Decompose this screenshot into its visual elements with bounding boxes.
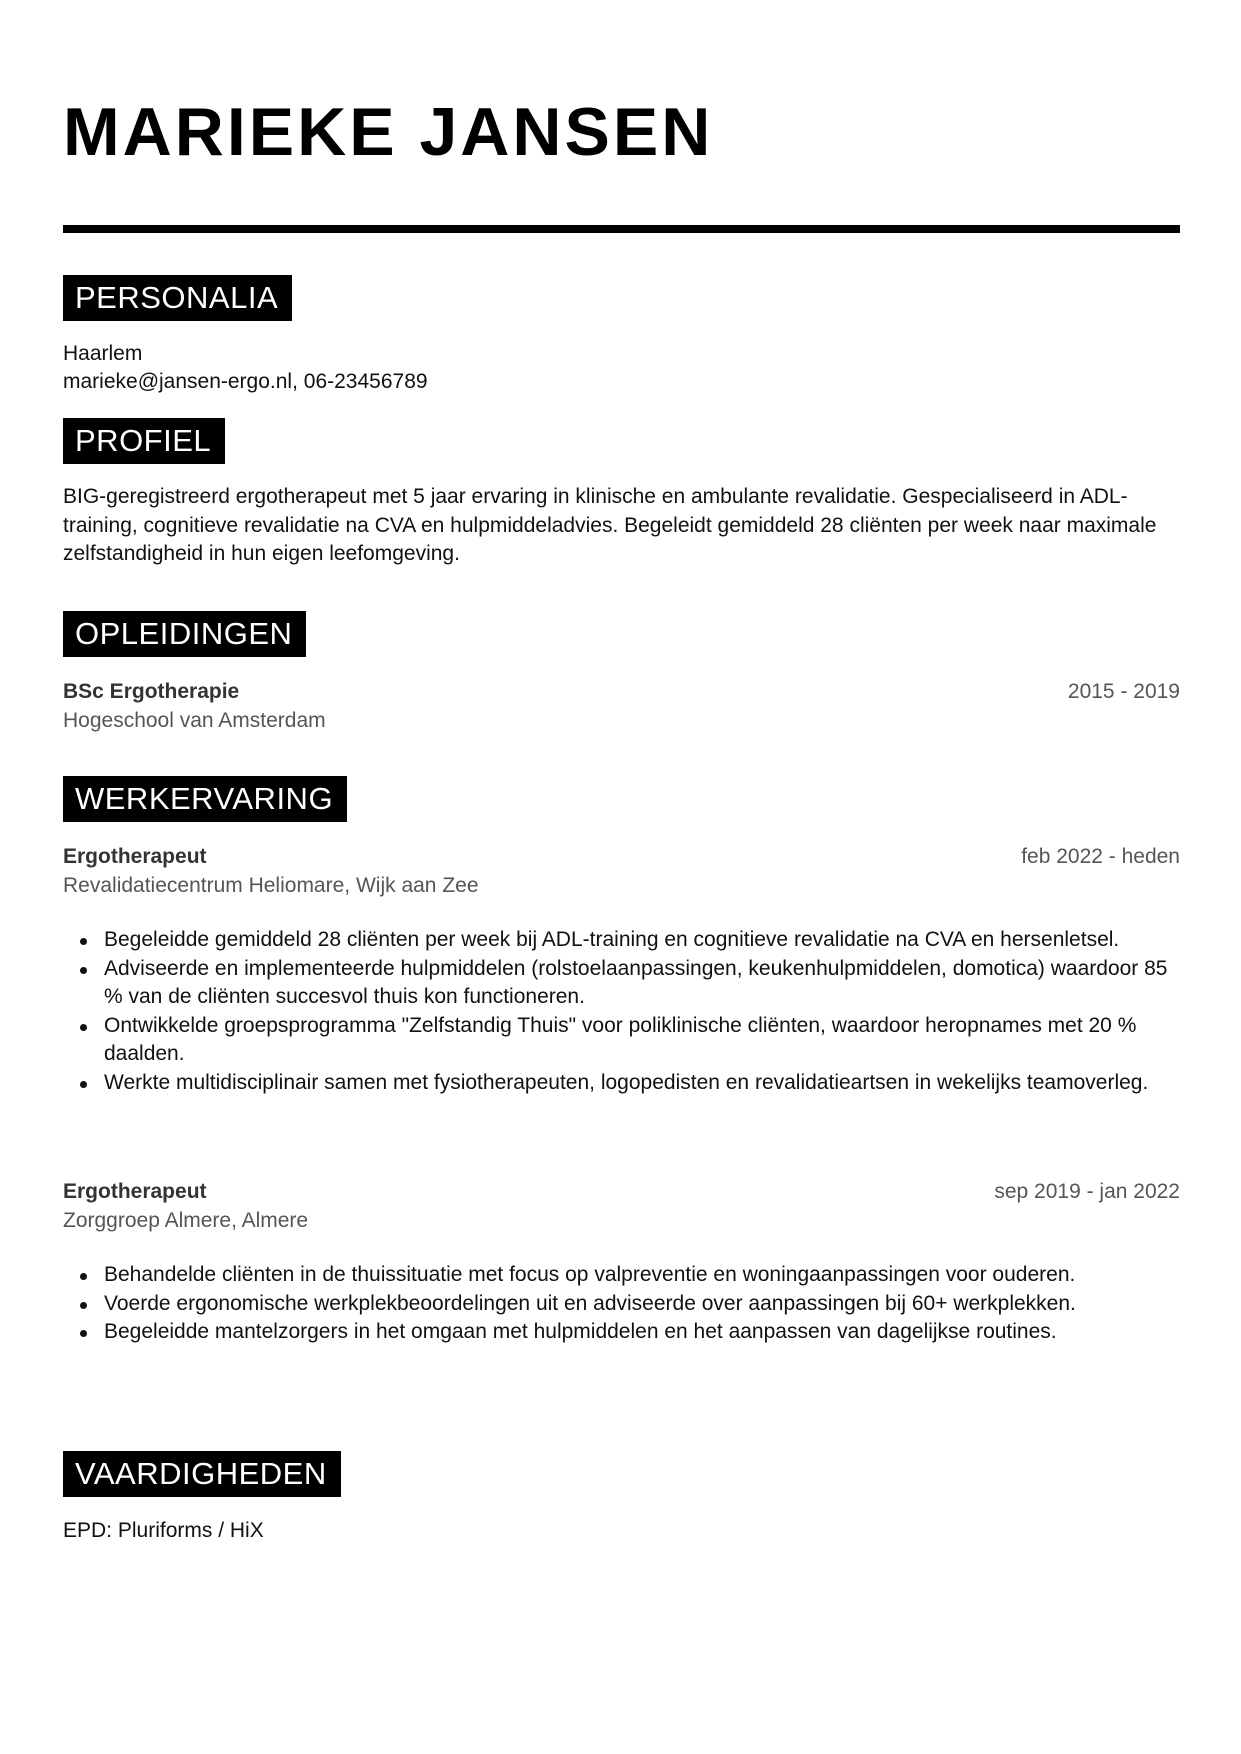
job-role: Ergotherapeut [63,1180,207,1203]
section-title-vaardigheden: VAARDIGHEDEN [63,1451,341,1497]
section-title-personalia: PERSONALIA [63,275,292,321]
job-period: sep 2019 - jan 2022 [994,1180,1180,1203]
section-title-opleidingen: OPLEIDINGEN [63,611,306,657]
job-1-bullet-list [63,926,1180,1097]
bullet-item: Behandelde cliënten in de thuissituatie met focus op valpreventie en woningaanpassingen voor ouderen. [63,1261,1180,1290]
candidate-name: MARIEKE JANSEN [63,94,714,170]
education-entry [63,677,1180,735]
job-employer: Revalidatiecentrum Heliomare, Wijk aan Zee [63,874,479,897]
bullet-item: Werkte multidisciplinair samen met fysiotherapeuten, logopedisten en revalidatieartsen in wekelijks teamoverleg. [63,1069,1180,1098]
skills-text: EPD: Pluriforms / HiX [63,1519,264,1542]
job-role: Ergotherapeut [63,845,207,868]
bullet-item: Begeleidde mantelzorgers in het omgaan met hulpmiddelen en het aanpassen van dagelijkse routines. [63,1318,1180,1347]
personal-city: Haarlem [63,342,143,365]
bullet-item: Begeleidde gemiddeld 28 cliënten per week bij ADL-training en cognitieve revalidatie na CVA en hersenletsel. [63,926,1180,955]
job-entry-1 [63,842,1180,900]
bullet-item: Ontwikkelde groepsprogramma "Zelfstandig Thuis" voor poliklinische cliënten, waardoor heropnames met 20 % daalden. [63,1012,1180,1069]
profile-text: BIG-geregistreerd ergotherapeut met 5 jaar ervaring in klinische en ambulante revalidatie. Gespecialiseerd in ADL-training, cognitieve revalidatie na CVA en hulpmiddeladvies. Begeleidt gemiddeld 28 cliënten per week naar maximale zelfstandigheid in hun eigen leefomgeving. [63,485,1157,565]
education-period: 2015 - 2019 [1067,680,1180,703]
bullet-item: Adviseerde en implementeerde hulpmiddelen (rolstoelaanpassingen, keukenhulpmiddelen, domotica) waardoor 85 % van de cliënten succesvol thuis kon functioneren. [63,955,1180,1012]
section-title-profiel: PROFIEL [63,418,225,464]
bullet-item: Voerde ergonomische werkplekbeoordelingen uit en adviseerde over aanpassingen bij 60+ werkplekken. [63,1290,1180,1319]
personal-contact: marieke@jansen-ergo.nl, 06-23456789 [63,370,428,393]
section-title-werkervaring: WERKERVARING [63,776,347,822]
job-2-bullet-list [63,1261,1180,1347]
job-employer: Zorggroep Almere, Almere [63,1209,309,1232]
education-school: Hogeschool van Amsterdam [63,709,326,732]
job-period: feb 2022 - heden [1021,845,1180,868]
header-divider [63,225,1180,233]
job-entry-2 [63,1177,1180,1235]
education-degree: BSc Ergotherapie [63,680,240,703]
